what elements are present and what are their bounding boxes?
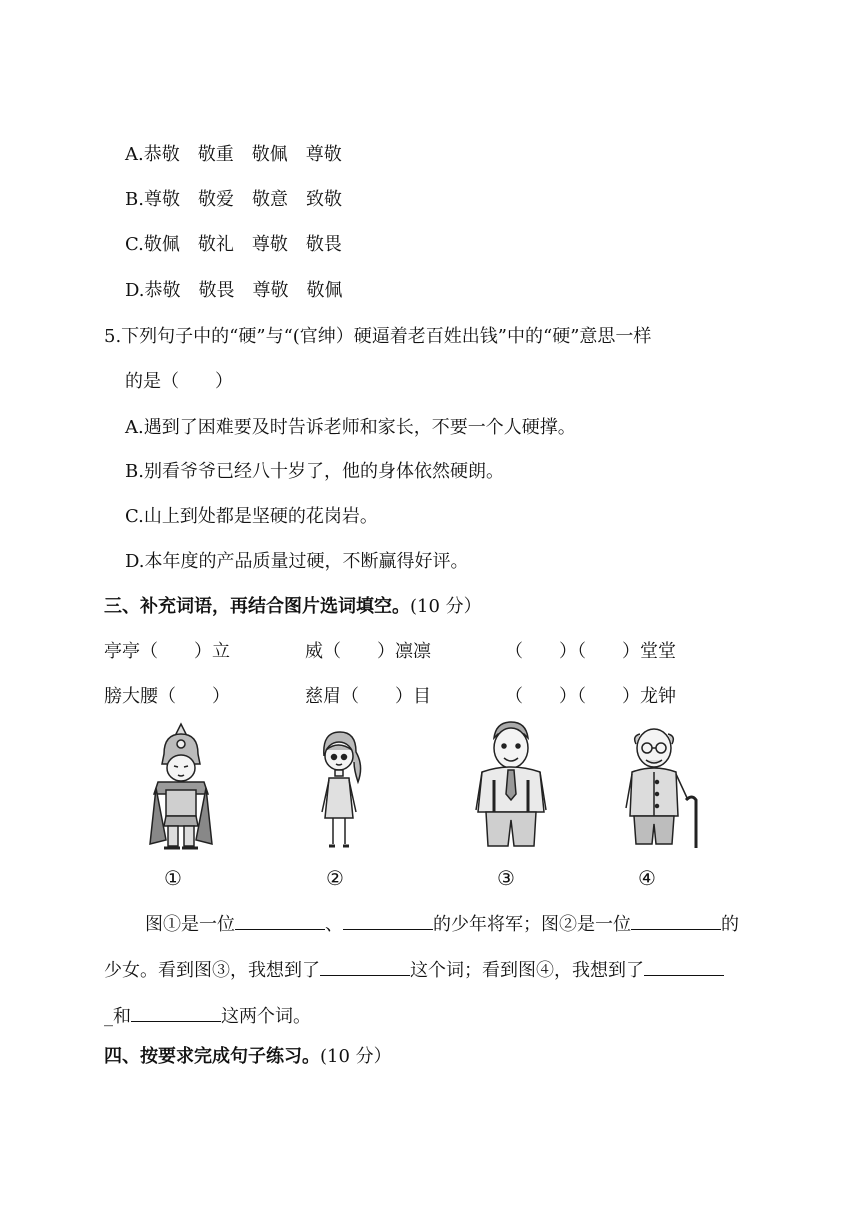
fill-paragraph-line3 [104, 1003, 311, 1029]
q5-option-c: C.山上到处都是坚硬的花岗岩。 [125, 506, 378, 527]
answer-blank-4[interactable] [320, 957, 410, 976]
section3-heading [104, 595, 482, 619]
para-text: 的少年将军；图②是一位 [433, 914, 631, 935]
section3-title: 三、补充词语，再结合图片选词填空。 [104, 596, 410, 617]
answer-blank-1[interactable] [235, 911, 325, 930]
section3-points: (10 分） [410, 596, 482, 617]
para-text: 图①是一位 [145, 914, 235, 935]
section4-heading [104, 1045, 392, 1069]
word-blank-5: 慈眉（ ）目 [305, 686, 431, 707]
fill-paragraph-line2 [104, 957, 724, 983]
q4-option-c: C.敬佩 敬礼 尊敬 敬畏 [125, 234, 342, 255]
stout-man-figure-icon [472, 720, 550, 852]
figure-label-2: ② [326, 866, 344, 890]
para-text: 、 [325, 914, 343, 935]
section4-title: 四、按要求完成句子练习。 [104, 1046, 320, 1067]
q4-option-b: B.尊敬 敬爱 敬意 致敬 [125, 189, 342, 210]
figure-label-1: ① [164, 866, 182, 890]
section4-points: (10 分） [320, 1046, 392, 1067]
para-text: 这两个词。 [221, 1006, 311, 1027]
q4-option-a: A.恭敬 敬重 敬佩 尊敬 [125, 144, 342, 165]
word-blank-4: 膀大腰（ ） [104, 686, 230, 707]
para-text: 少女。看到图③，我想到了 [104, 960, 320, 981]
q5-option-b: B.别看爷爷已经八十岁了，他的身体依然硬朗。 [125, 461, 504, 482]
girl-figure-icon [316, 726, 362, 852]
q5-option-a: A.遇到了困难要及时告诉老师和家长，不要一个人硬撑。 [125, 417, 576, 438]
q5-option-d: D.本年度的产品质量过硬，不断赢得好评。 [125, 551, 469, 572]
para-text: 的 [721, 914, 739, 935]
para-text: _和 [104, 1006, 131, 1027]
figure-label-4: ④ [638, 866, 656, 890]
q5-stem-line2: 的是（ ） [125, 371, 233, 392]
young-general-figure-icon [146, 722, 216, 854]
answer-blank-3[interactable] [631, 911, 721, 930]
word-blank-1: 亭亭（ ）立 [104, 641, 230, 662]
fill-paragraph-line1 [145, 911, 739, 937]
word-blank-2: 威（ ）凛凛 [305, 641, 431, 662]
answer-blank-2[interactable] [343, 911, 433, 930]
q4-option-d: D.恭敬 敬畏 尊敬 敬佩 [125, 280, 343, 301]
answer-blank-5[interactable] [644, 957, 724, 976]
word-blank-3: （ ）（ ）堂堂 [505, 641, 676, 662]
q5-stem-line1: 5.下列句子中的“硬”与“(官绅）硬逼着老百姓出钱”中的“硬”意思一样 [104, 326, 652, 347]
word-blank-6: （ ）（ ）龙钟 [505, 686, 676, 707]
answer-blank-6[interactable] [131, 1003, 221, 1022]
old-man-with-cane-figure-icon [620, 724, 702, 850]
figure-label-3: ③ [497, 866, 515, 890]
para-text: 这个词；看到图④，我想到了 [410, 960, 644, 981]
